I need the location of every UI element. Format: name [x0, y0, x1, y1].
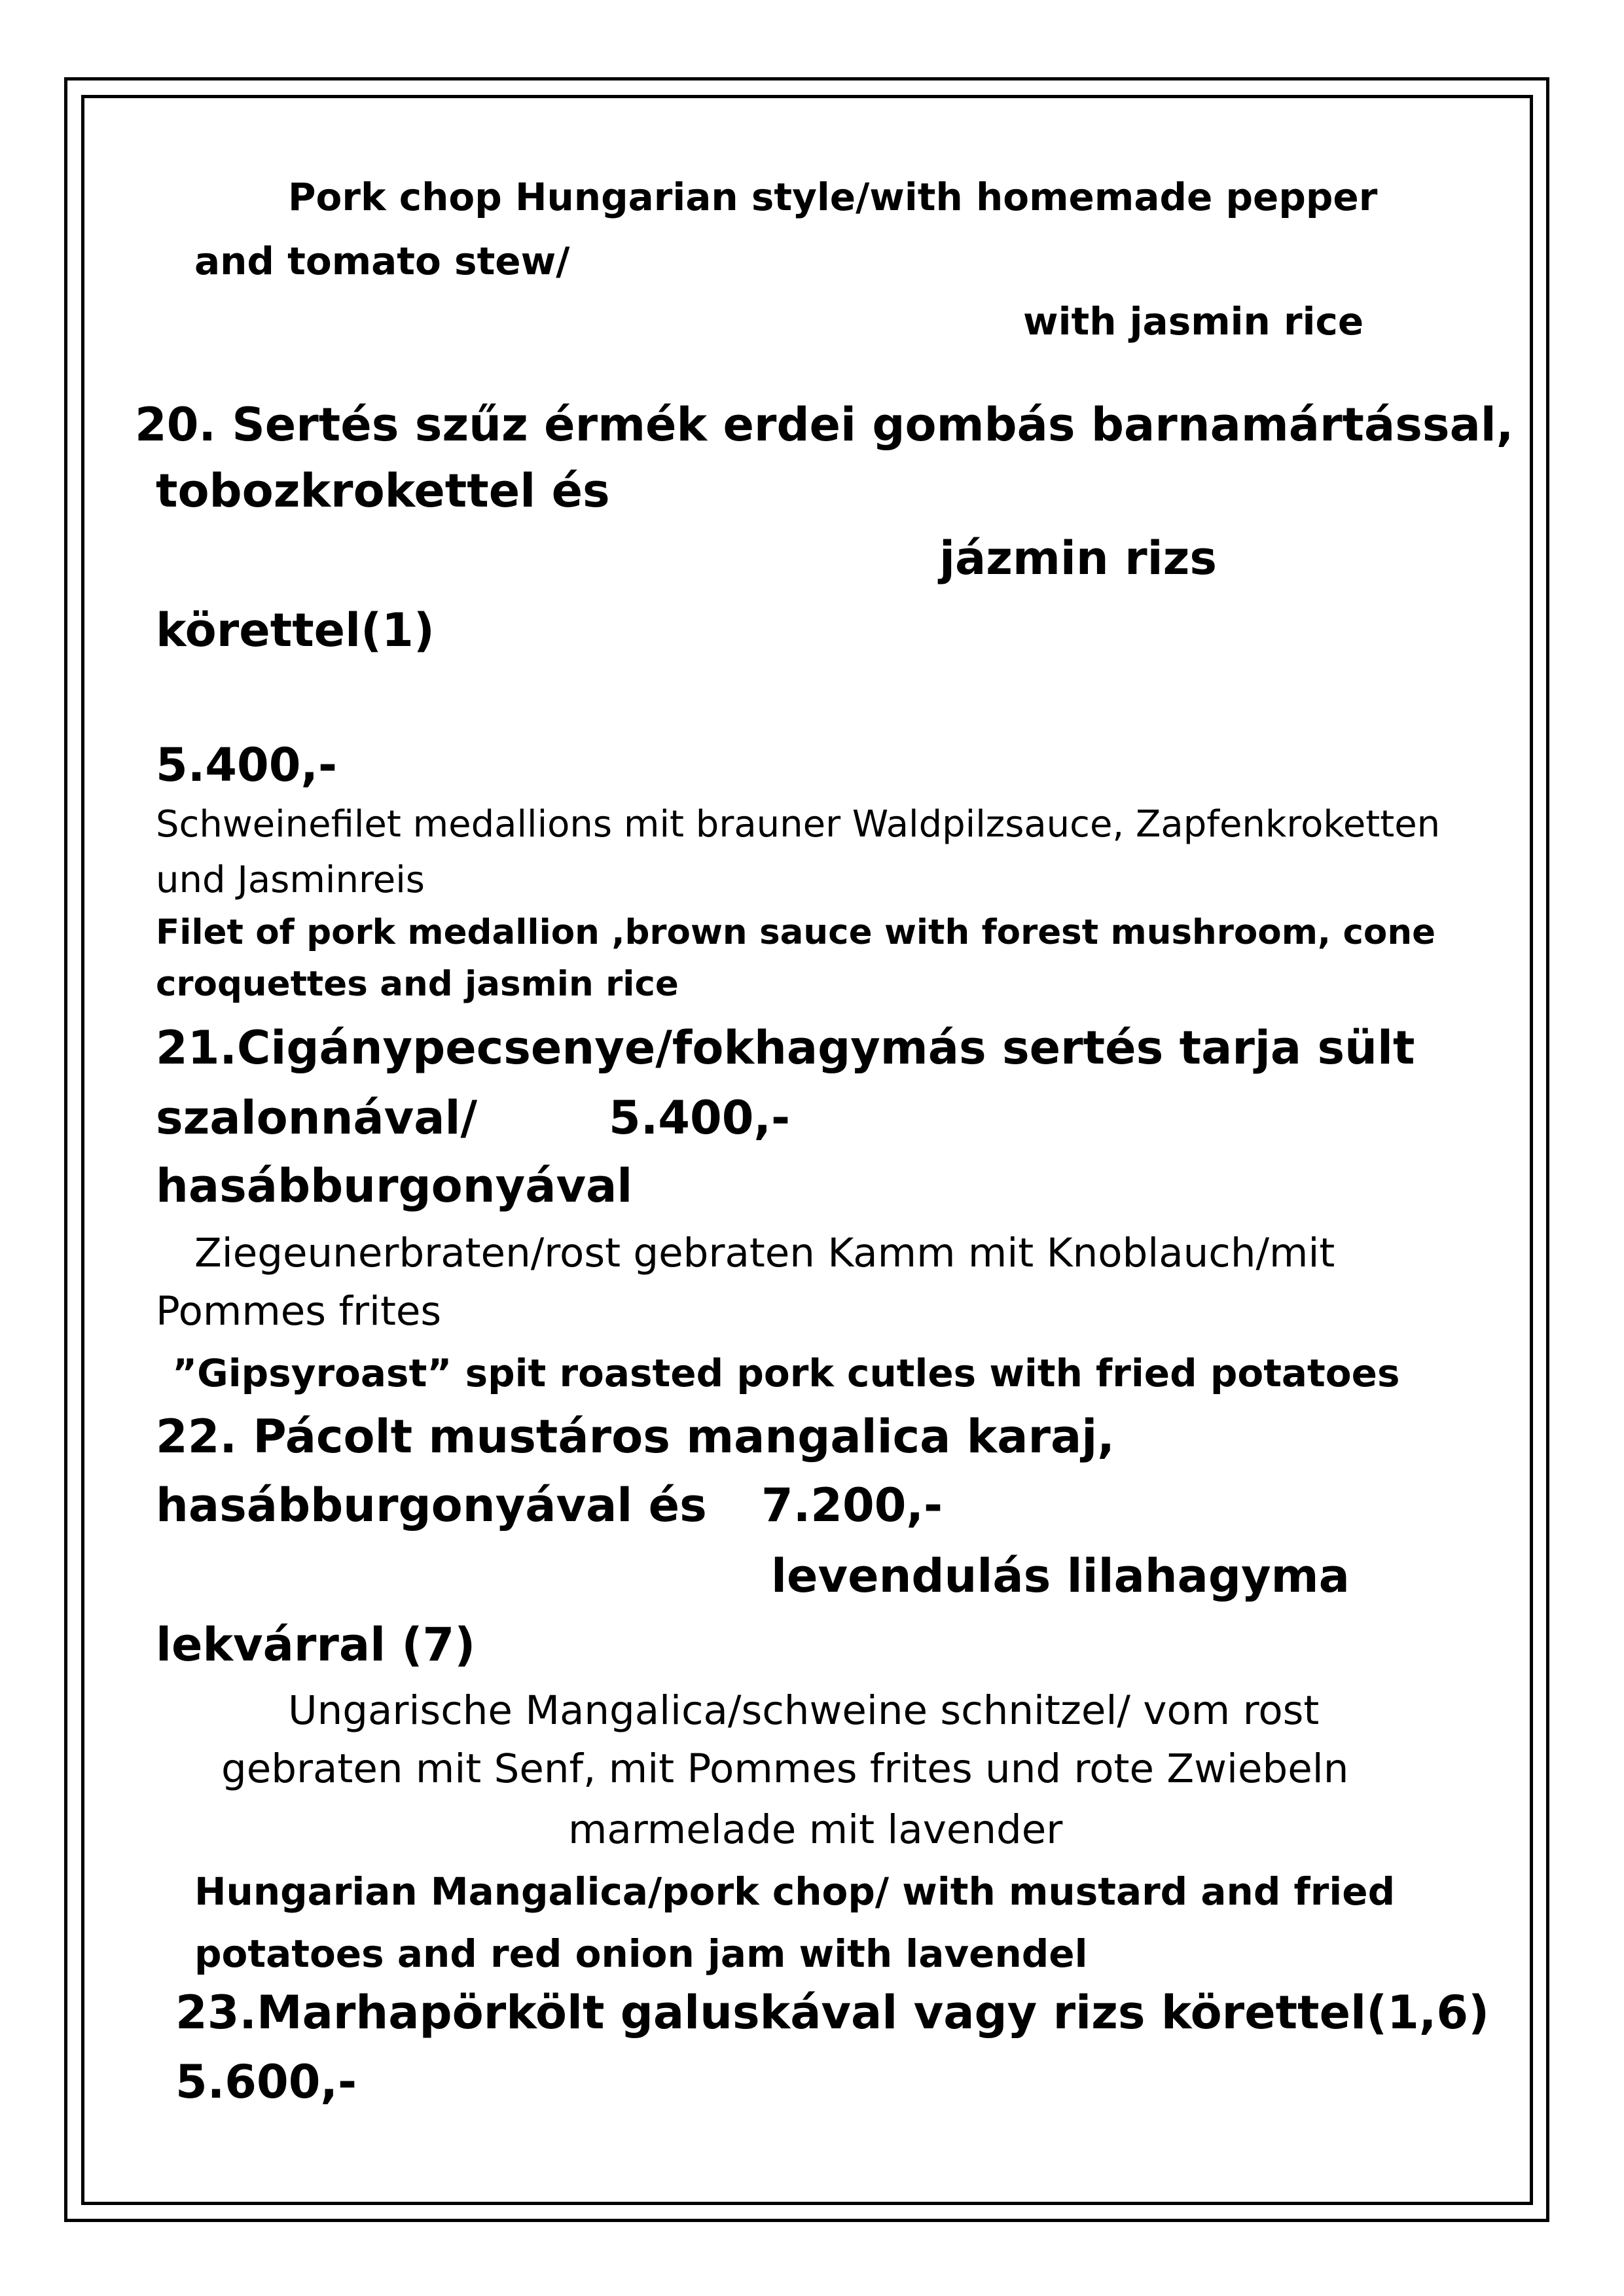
- item21-de-line1: Ziegeunerbraten/rost gebraten Kamm mit Knoblauch/mit: [194, 1230, 1335, 1276]
- intro-line-3: with jasmin rice: [1023, 299, 1364, 344]
- item20-en-line1: Filet of pork medallion ,brown sauce with forest mushroom, cone: [156, 912, 1436, 952]
- item23-title: 23.Marhapörkölt galuskával vagy rizs körettel(1,6): [175, 1986, 1490, 2039]
- item23-price: 5.600,-: [175, 2055, 357, 2109]
- item21-en-line1: ”Gipsyroast” spit roasted pork cutles with fried potatoes: [172, 1351, 1400, 1395]
- item20-price: 5.400,-: [156, 738, 338, 792]
- item22-de-line2: gebraten mit Senf, mit Pommes frites und rote Zwiebeln: [221, 1746, 1349, 1792]
- item22-de-line1: Ungarische Mangalica/schweine schnitzel/ vom rost: [288, 1687, 1320, 1734]
- item20-en-line2: croquettes and jasmin rice: [156, 964, 679, 1004]
- item22-title-line3: levendulás lilahagyma: [771, 1549, 1350, 1603]
- item20-title-line3: jázmin rizs: [939, 531, 1218, 585]
- intro-line-2: and tomato stew/: [194, 239, 570, 283]
- item21-de-line2: Pommes frites: [156, 1288, 442, 1335]
- item22-en-line1: Hungarian Mangalica/pork chop/ with mustard and fried: [194, 1869, 1396, 1914]
- item20-de-line2: und Jasminreis: [156, 859, 425, 901]
- item22-title: 22. Pácolt mustáros mangalica karaj,: [156, 1410, 1115, 1463]
- item21-price: 5.400,-: [609, 1091, 791, 1145]
- item22-en-line2: potatoes and red onion jam with lavendel: [194, 1931, 1088, 1976]
- item20-de-line1: Schweinefilet medallions mit brauner Waldpilzsauce, Zapfenkroketten: [156, 803, 1441, 846]
- item22-price: 7.200,-: [761, 1479, 943, 1532]
- item20-title-line2: tobozkrokettel és: [156, 464, 610, 518]
- item20-title: 20. Sertés szűz érmék erdei gombás barnamártással,: [135, 398, 1514, 452]
- item21-title-line2: szalonnával/: [156, 1091, 478, 1145]
- item22-title-line2: hasábburgonyával és: [156, 1479, 707, 1532]
- item20-title-line4: körettel(1): [156, 603, 435, 657]
- item21-title-line3: hasábburgonyával: [156, 1159, 633, 1213]
- item22-de-line3: marmelade mit lavender: [568, 1806, 1063, 1853]
- item21-title: 21.Cigánypecsenye/fokhagymás sertés tarja sült: [156, 1021, 1415, 1075]
- intro-line-1: Pork chop Hungarian style/with homemade pepper: [288, 175, 1378, 219]
- item22-title-line4: lekvárral (7): [156, 1618, 476, 1672]
